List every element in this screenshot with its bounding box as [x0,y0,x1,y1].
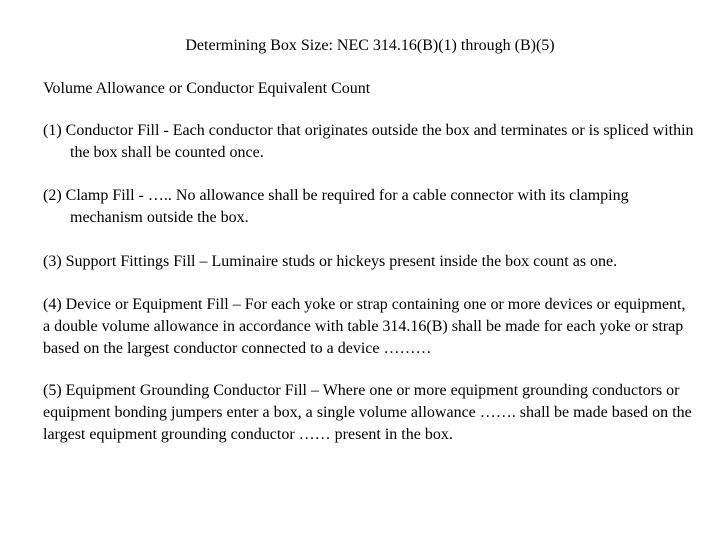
device-equipment-fill-item: (4) Device or Equipment Fill – For each yoke or strap containing one or more devices or equipment, a double volume allowance in accordance with table 314.16(B) shall be made for each yoke or strap based on the largest conductor connected to a device ……… [43,296,686,357]
conductor-fill-item: (1) Conductor Fill - Each conductor that originates outside the box and terminates or is spliced within the box shall be counted once. [43,122,694,161]
equipment-grounding-fill-item: (5) Equipment Grounding Conductor Fill – Where one or more equipment grounding conductors or equipment bonding jumpers enter a box, a single volume allowance ……. shall be made based on the largest equipment grounding conductor …… present in the box. [43,382,692,443]
support-fittings-fill-item: (3) Support Fittings Fill – Luminaire studs or hickeys present inside the box count as one. [43,253,618,270]
slide-title: Determining Box Size: NEC 314.16(B)(1) through (B)(5) [185,37,555,54]
slide-subtitle: Volume Allowance or Conductor Equivalent Count [43,80,371,97]
clamp-fill-item: (2) Clamp Fill - ….. No allowance shall be required for a cable connector with its clamping mechanism outside the box. [43,187,629,226]
